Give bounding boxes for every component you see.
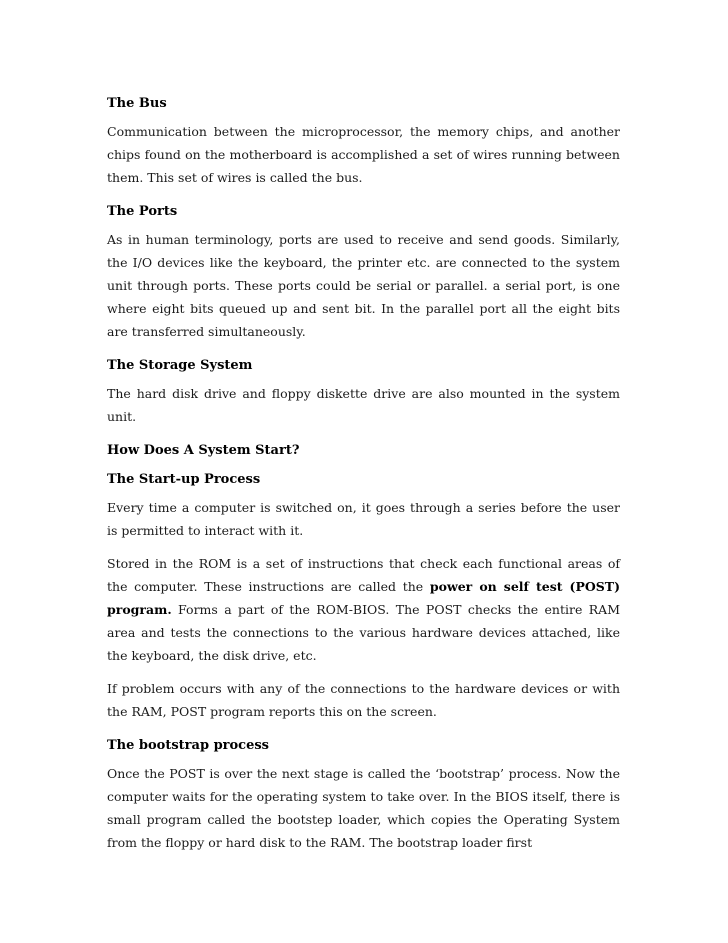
paragraph-bootstrap: Once the POST is over the next stage is called the ‘bootstrap’ process. Now the computer waits for the operating system to take over. In the BIOS itself, there is small program called the bootstep loader, which copies the Operating System from the floppy or hard disk to the RAM. The bootstrap loader first xyxy=(107,766,620,850)
paragraph-ports: As in human terminology, ports are used to receive and send goods. Similarly, the I/O devices like the keyboard, the printer etc. are connected to the system unit through ports. These ports could be serial or parallel. a serial port, is one where eight bits queued up and sent bit. In the parallel port all the eight bits are transferred simultaneously. xyxy=(107,232,620,339)
paragraph-storage: The hard disk drive and floppy diskette drive are also mounted in the system unit. xyxy=(107,386,620,424)
heading-system-start: How Does A System Start? xyxy=(107,443,300,458)
heading-the-ports: The Ports xyxy=(107,204,178,219)
post-text-before: Stored in the ROM is a set of instructions that check each functional areas of the computer. These instructions are called the xyxy=(107,556,620,594)
heading-startup-process: The Start-up Process xyxy=(107,472,261,487)
document-page xyxy=(107,91,620,858)
heading-storage-system: The Storage System xyxy=(107,358,253,373)
paragraph-bus: Communication between the microprocessor, the memory chips, and another chips found on the motherboard is accomplished a set of wires running between them. This set of wires is called the bus. xyxy=(107,124,620,185)
post-text-after: Forms a part of the ROM-BIOS. The POST checks the entire RAM area and tests the connections to the various hardware devices attached, like the keyboard, the disk drive, etc. xyxy=(107,602,620,663)
post-bold-term: power on self test (POST) program. xyxy=(107,579,621,617)
paragraph-problem: If problem occurs with any of the connections to the hardware devices or with the RAM, POST program reports this on the screen. xyxy=(107,681,620,719)
paragraph-startup: Every time a computer is switched on, it goes through a series before the user is permitted to interact with it. xyxy=(107,500,620,538)
heading-the-bus: The Bus xyxy=(107,96,167,111)
paragraph-post xyxy=(107,552,620,667)
heading-bootstrap: The bootstrap process xyxy=(107,738,270,753)
